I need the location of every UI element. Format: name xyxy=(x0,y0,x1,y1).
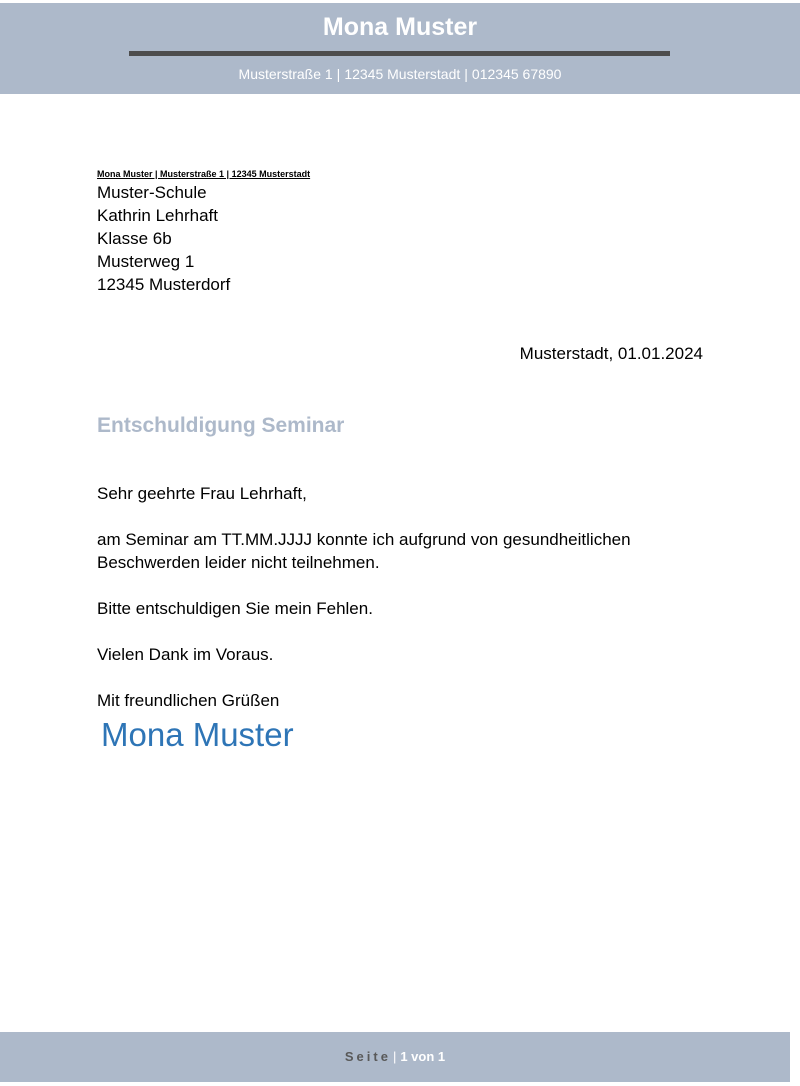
page-number xyxy=(0,1048,790,1066)
body-line: am Seminar am TT.MM.JJJJ konnte ich aufgrund von gesundheitlichen xyxy=(97,530,631,549)
recipient-line: Muster-Schule xyxy=(97,183,207,202)
body-paragraph-1 xyxy=(97,528,703,574)
recipient-line: Kathrin Lehrhaft xyxy=(97,206,218,225)
contact-city: 12345 Musterstadt xyxy=(344,66,461,82)
body-paragraph-3: Vielen Dank im Voraus. xyxy=(97,645,274,664)
page-label: Seite xyxy=(344,1049,391,1064)
recipient-line: 12345 Musterdorf xyxy=(97,275,231,294)
letterhead-name: Mona Muster xyxy=(322,13,478,41)
body-paragraph-2: Bitte entschuldigen Sie mein Fehlen. xyxy=(97,599,373,618)
contact-separator: | xyxy=(464,66,468,82)
letter-subject: Entschuldigung Seminar xyxy=(97,414,345,437)
body-line: Beschwerden leider nicht teilnehmen. xyxy=(97,553,380,572)
contact-street: Musterstraße 1 xyxy=(238,66,333,82)
closing: Mit freundlichen Grüßen xyxy=(97,691,280,710)
contact-phone: 012345 67890 xyxy=(471,66,562,82)
page-info: 1 von 1 xyxy=(400,1049,446,1064)
letter-date: Musterstadt, 01.01.2024 xyxy=(519,344,703,363)
sender-return-address: Mona Muster | Musterstraße 1 | 12345 Musterstadt xyxy=(97,169,311,179)
signature: Mona Muster xyxy=(101,716,294,753)
letterhead xyxy=(0,3,800,94)
recipient-line: Musterweg 1 xyxy=(97,252,195,271)
page-footer xyxy=(0,1032,790,1082)
salutation: Sehr geehrte Frau Lehrhaft, xyxy=(97,484,307,503)
letterhead-divider xyxy=(129,51,670,56)
contact-separator: | xyxy=(336,66,341,82)
recipient-line: Klasse 6b xyxy=(97,229,172,248)
footer-separator: | xyxy=(392,1049,397,1064)
letterhead-contact xyxy=(0,64,800,84)
recipient-address xyxy=(97,181,230,296)
